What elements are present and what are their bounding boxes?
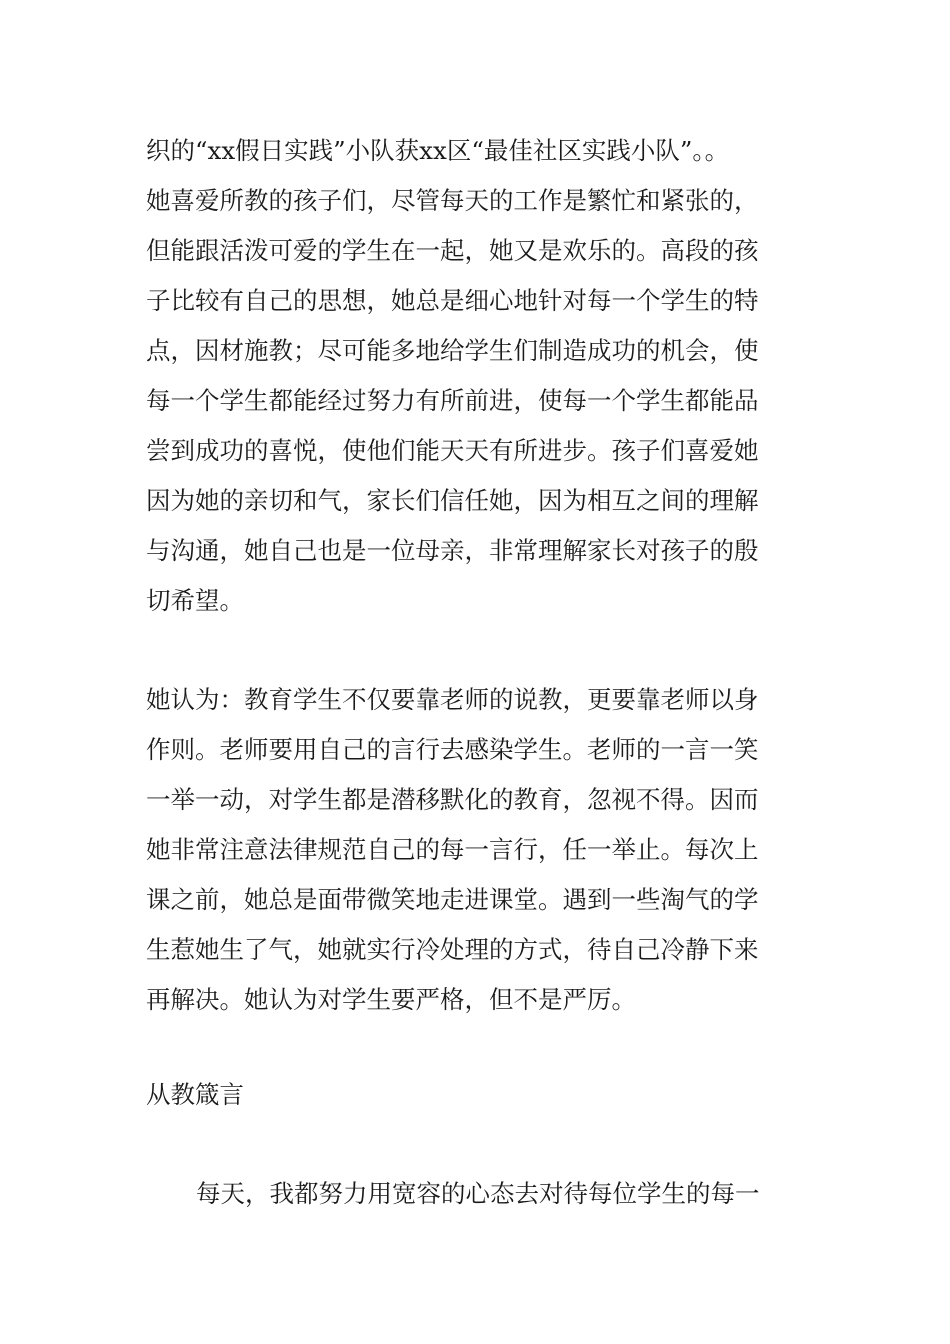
text-line: 每天，我都努力用宽容的心态去对待每位学生的每一 xyxy=(196,1179,760,1208)
text-line: 子比较有自己的思想，她总是细心地针对每一个学生的特 xyxy=(146,286,759,315)
text-line: 但能跟活泼可爱的学生在一起，她又是欢乐的。高段的孩 xyxy=(146,236,759,265)
text-line: 因为她的亲切和气，家长们信任她，因为相互之间的理解 xyxy=(146,486,759,515)
section-heading: 从教箴言 xyxy=(146,1080,244,1109)
text-line: 她非常注意法律规范自己的每一言行，任一举止。每次上 xyxy=(146,835,759,864)
text-line: 作则。老师要用自己的言行去感染学生。老师的一言一笑 xyxy=(146,735,759,764)
text-line: 尝到成功的喜悦，使他们能天天有所进步。孩子们喜爱她 xyxy=(146,436,759,465)
text-line: 切希望。 xyxy=(146,586,244,615)
text-line: 一举一动，对学生都是潜移默化的教育，忽视不得。因而 xyxy=(146,785,759,814)
text-line: 她认为：教育学生不仅要靠老师的说教，更要靠老师以身 xyxy=(146,685,759,714)
text-line: 每一个学生都能经过努力有所前进，使每一个学生都能品 xyxy=(146,386,759,415)
text-line: 点，因材施教；尽可能多地给学生们制造成功的机会，使 xyxy=(146,336,759,365)
text-line: 织的“xx假日实践”小队获xx区“最佳社区实践小队”。。 xyxy=(146,136,730,165)
text-line: 与沟通，她自己也是一位母亲，非常理解家长对孩子的殷 xyxy=(146,536,759,565)
text-line: 再解决。她认为对学生要严格，但不是严厉。 xyxy=(146,985,636,1014)
text-line: 生惹她生了气，她就实行冷处理的方式，待自己冷静下来 xyxy=(146,935,759,964)
text-line: 课之前，她总是面带微笑地走进课堂。遇到一些淘气的学 xyxy=(146,885,759,914)
text-line: 她喜爱所教的孩子们，尽管每天的工作是繁忙和紧张的， xyxy=(146,186,759,215)
